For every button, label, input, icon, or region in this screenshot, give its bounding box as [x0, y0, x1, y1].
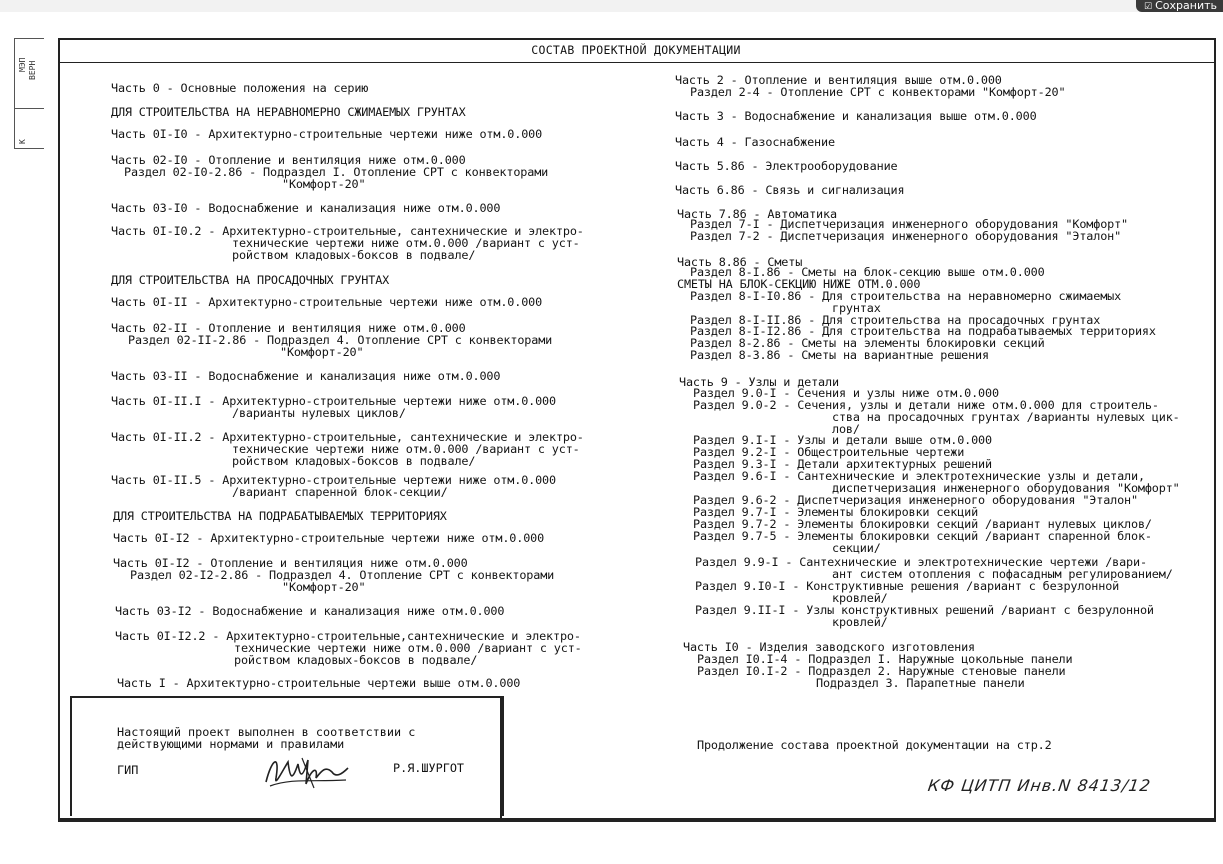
doc-line: Раздел 02-I0-2.86 - Подраздел I. Отопление СРТ с конвекторами — [124, 165, 549, 179]
doc-line: ройством кладовых-боксов в подвале/ — [232, 454, 476, 468]
binding-text-2: ВЕРН — [28, 60, 37, 80]
doc-line: Часть 0I-I2 - Архитектурно-строительные чертежи ниже отм.0.000 — [113, 531, 545, 545]
doc-line: "Комфорт-20" — [282, 580, 366, 594]
doc-line: Часть 0I-II - Архитектурно-строительные чертежи ниже отм.0.000 — [111, 295, 543, 309]
doc-line: Часть 03-I0 - Водоснабжение и канализация ниже отм.0.000 — [111, 201, 501, 215]
doc-line: Раздел 9.I0-I - Конструктивные решения /вариант с безрулонной — [695, 579, 1120, 593]
doc-line: Часть I0 - Изделия заводского изготовления — [683, 640, 975, 654]
doc-line: Часть 0I-I0 - Архитектурно-строительные чертежи ниже отм.0.000 — [111, 127, 543, 141]
doc-line: Раздел 9.7-I - Элементы блокировки секций — [693, 505, 979, 519]
doc-line: Раздел 9.6-I - Сантехнические и электротехнические узлы и детали, — [693, 469, 1145, 483]
doc-line: Раздел 9.2-I - Общестроительные чертежи — [693, 445, 965, 459]
save-button-label: Сохранить — [1155, 0, 1217, 12]
doc-line: Часть 4 - Газоснабжение — [675, 135, 835, 149]
doc-line: Раздел 8-2.86 - Сметы на элементы блокировки секций — [690, 336, 1045, 350]
doc-line: Раздел 2-4 - Отопление СРТ с конвекторами "Комфорт-20" — [690, 85, 1066, 99]
doc-line: Часть 7.86 - Автоматика — [677, 207, 837, 221]
doc-line: ства на просадочных грунтах /варианты нулевых цик- — [832, 410, 1180, 424]
doc-line: технические чертежи ниже отм.0.000 /вариант с уст- — [232, 236, 580, 250]
doc-line: лов/ — [832, 422, 860, 436]
doc-line: ант систем отопления с пофасадным регулированием/ — [832, 567, 1173, 581]
doc-line: Часть 6.86 - Связь и сигнализация — [675, 183, 905, 197]
save-icon: ☑ — [1144, 2, 1153, 12]
stamp-note: действующими нормами и правилами — [117, 737, 345, 751]
doc-line: "Комфорт-20" — [282, 177, 366, 191]
doc-line: Часть 03-I2 - Водоснабжение и канализация ниже отм.0.000 — [115, 604, 505, 618]
doc-line: /варианты нулевых циклов/ — [232, 406, 406, 420]
doc-line: Раздел I0.I-2 - Подраздел 2. Наружные стеновые панели — [697, 664, 1066, 678]
doc-line: Раздел 9.I-I - Узлы и детали выше отм.0.000 — [693, 433, 992, 447]
section-heading: ДЛЯ СТРОИТЕЛЬСТВА НА ПОДРАБАТЫВАЕМЫХ ТЕРРИТОРИЯХ — [113, 509, 447, 523]
doc-line: Раздел 9.6-2 - Диспетчеризация инженерного оборудования "Эталон" — [693, 493, 1138, 507]
doc-line: Раздел 02-II-2.86 - Подраздел 4. Отопление СРТ с конвекторами — [128, 333, 553, 347]
doc-line: Часть 8.86 - Сметы — [677, 255, 803, 269]
stamp-note: Настоящий проект выполнен в соответствии с — [117, 725, 416, 739]
doc-line: "Комфорт-20" — [280, 345, 364, 359]
doc-line: Раздел 9.9-I - Сантехнические и электротехнические чертежи /вари- — [695, 555, 1147, 569]
doc-line: Раздел 9.7-2 - Элементы блокировки секций /вариант нулевых циклов/ — [693, 517, 1152, 531]
sheet-title: СОСТАВ ПРОЕКТНОЙ ДОКУМЕНТАЦИИ — [531, 43, 741, 57]
bottom-border — [58, 818, 1214, 820]
doc-line: Часть 02-II - Отопление и вентиляция ниже отм.0.000 — [111, 321, 466, 335]
doc-line: Раздел 9.0-2 - Сечения, узлы и детали ниже отм.0.000 для строитель- — [693, 398, 1159, 412]
doc-line: Раздел 9.3-I - Детали архитектурных решений — [693, 457, 992, 471]
doc-line: Подраздел 3. Парапетные панели — [816, 676, 1025, 690]
binding-text-3: К — [18, 139, 27, 144]
doc-line: Часть 2 - Отопление и вентиляция выше отм.0.000 — [675, 73, 1002, 87]
title-divider — [58, 62, 1214, 63]
doc-line: Часть I - Архитектурно-строительные чертежи выше отм.0.000 — [117, 676, 521, 690]
doc-line: Часть 0I-I2.2 - Архитектурно-строительные,сантехнические и электро- — [115, 629, 581, 643]
doc-line: ройством кладовых-боксов в подвале/ — [234, 653, 478, 667]
inventory-number: КФ ЦИТП Инв.N 8413/12 — [926, 776, 1153, 795]
doc-line: Часть 03-II - Водоснабжение и канализация ниже отм.0.000 — [111, 369, 501, 383]
continuation-note: Продолжение состава проектной документации на стр.2 — [697, 738, 1052, 752]
save-button[interactable] — [1136, 0, 1223, 12]
doc-line: секции/ — [832, 541, 881, 555]
doc-line: Часть 0I-II.5 - Архитектурно-строительные чертежи ниже отм.0.000 — [111, 473, 556, 487]
doc-line: Часть 0I-II.I - Архитектурно-строительные чертежи ниже отм.0.000 — [111, 394, 556, 408]
doc-line: Раздел 8-3.86 - Сметы на вариантные решения — [690, 348, 989, 362]
doc-line: технические чертежи ниже отм.0.000 /вариант с уст- — [234, 641, 582, 655]
section-heading: ДЛЯ СТРОИТЕЛЬСТВА НА НЕРАВНОМЕРНО СЖИМАЕМЫХ ГРУНТАХ — [111, 105, 466, 119]
doc-line: кровлей/ — [832, 591, 888, 605]
doc-line: Раздел 8-I-I2.86 - Для строительства на подрабатываемых территориях — [690, 324, 1156, 338]
doc-line: грунтах — [832, 301, 881, 315]
viewer-topbar — [0, 0, 1223, 12]
doc-line: Часть 9 - Узлы и детали — [679, 375, 839, 389]
doc-line: Раздел 9.0-I - Сечения и узлы ниже отм.0.000 — [693, 386, 999, 400]
doc-line: Раздел I0.I-4 - Подраздел I. Наружные цокольные панели — [697, 652, 1073, 666]
stamp-name: Р.Я.ШУРГОТ — [393, 761, 465, 775]
doc-line: Часть 3 - Водоснабжение и канализация выше отм.0.000 — [675, 109, 1037, 123]
doc-line: Часть 02-I0 - Отопление и вентиляция ниже отм.0.000 — [111, 153, 466, 167]
doc-line: Раздел 7-I - Диспетчеризация инженерного оборудования "Комфорт" — [690, 217, 1128, 231]
section-heading: СМЕТЫ НА БЛОК-СЕКЦИЮ НИЖЕ ОТМ.0.000 — [677, 277, 921, 291]
doc-line: Часть 0I-II.2 - Архитектурно-строительные, сантехнические и электро- — [111, 430, 584, 444]
stamp-role: ГИП — [117, 763, 139, 777]
signature-mark — [262, 748, 352, 792]
doc-line: Раздел 8-I-II.86 - Для строительства на просадочных грунтах — [690, 313, 1101, 327]
doc-line: ройством кладовых-боксов в подвале/ — [232, 248, 476, 262]
section-heading: ДЛЯ СТРОИТЕЛЬСТВА НА ПРОСАДОЧНЫХ ГРУНТАХ — [111, 273, 390, 287]
binding-stamp — [14, 38, 44, 148]
stamp-divider — [500, 696, 502, 818]
doc-line: Раздел 9.II-I - Узлы конструктивных решений /вариант с безрулонной — [695, 603, 1154, 617]
doc-line: Часть 0 - Основные положения на серию — [111, 81, 369, 95]
doc-line: диспетчеризация инженерного оборудования "Комфорт" — [832, 481, 1180, 495]
doc-line: Раздел 7-2 - Диспетчеризация инженерного оборудования "Эталон" — [690, 229, 1122, 243]
doc-line: Часть 5.86 - Электрооборудование — [675, 159, 898, 173]
doc-line: /вариант спаренной блок-секции/ — [232, 485, 448, 499]
doc-line: Раздел 8-I.86 - Сметы на блок-секцию выше отм.0.000 — [690, 265, 1045, 279]
doc-line: Раздел 9.7-5 - Элементы блокировки секций /вариант спаренной блок- — [693, 529, 1152, 543]
doc-line: Часть 0I-I2 - Отопление и вентиляция ниже отм.0.000 — [113, 556, 468, 570]
binding-text-1: МЭП — [18, 57, 27, 72]
doc-line: Раздел 02-I2-2.86 - Подраздел 4. Отопление СРТ с конвекторами — [130, 568, 555, 582]
doc-line: технические чертежи ниже отм.0.000 /вариант с уст- — [232, 442, 580, 456]
doc-line: кровлей/ — [832, 615, 888, 629]
doc-line: Часть 0I-I0.2 - Архитектурно-строительные, сантехнические и электро- — [111, 224, 584, 238]
doc-line: Раздел 8-I-I0.86 - Для строительства на неравномерно сжимаемых — [690, 289, 1122, 303]
